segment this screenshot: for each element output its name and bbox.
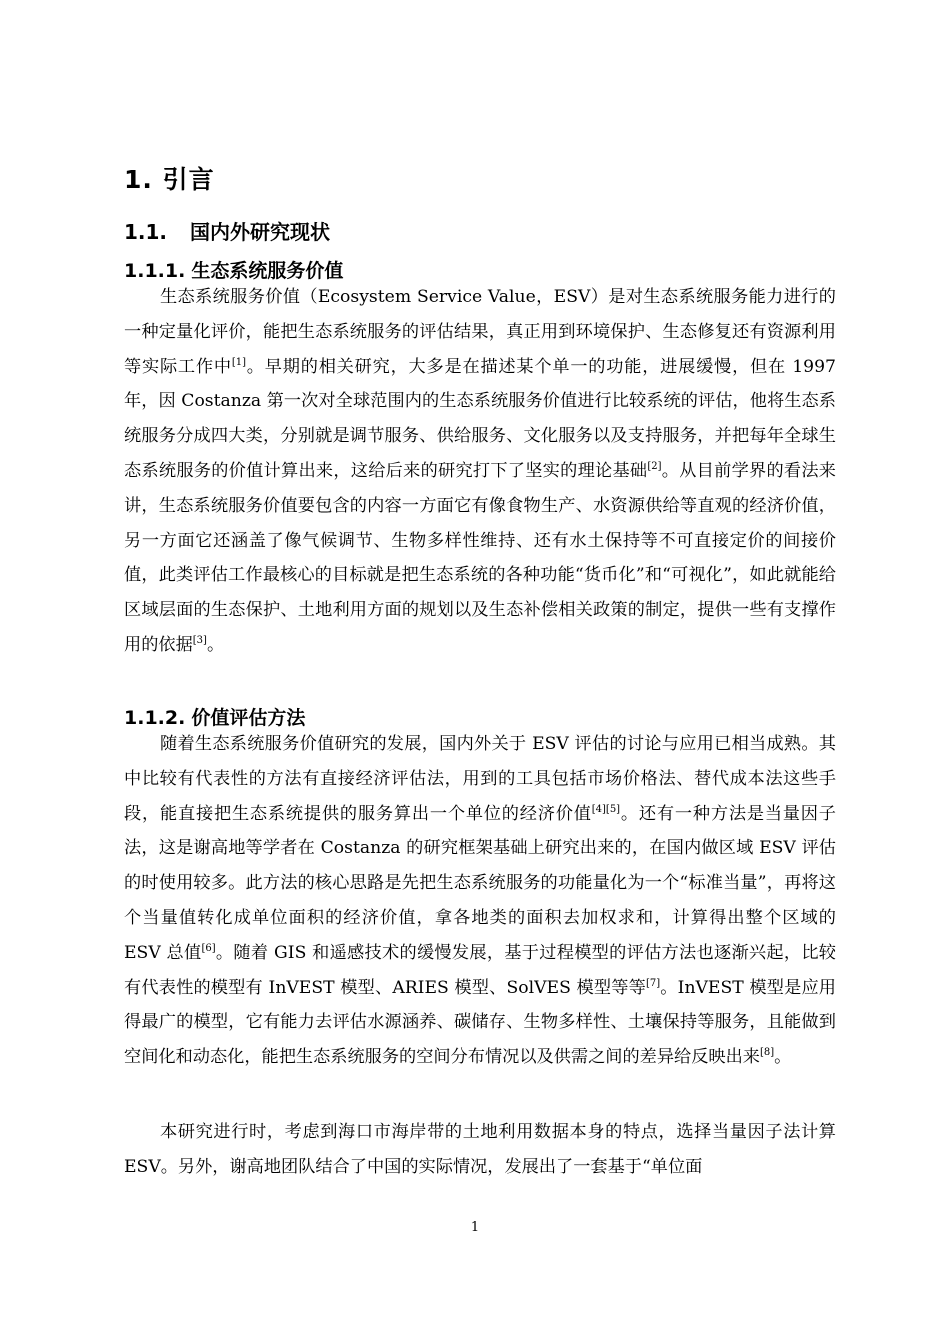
paragraph-text: 。 bbox=[774, 1047, 792, 1068]
page-number: 1 bbox=[470, 1220, 480, 1235]
heading-number: 1.1.1. bbox=[124, 260, 186, 282]
citation: [7] bbox=[645, 977, 661, 989]
citation: [3] bbox=[192, 634, 207, 646]
heading-title: 引言 bbox=[162, 165, 215, 194]
heading-section-1 bbox=[124, 160, 215, 196]
heading-section-1-1 bbox=[124, 216, 330, 245]
paragraph-text: 。InVEST 模型是应用得最广的模型，它有能力去评估水源涵养、碳储存、生物多样性、土壤保持等服务，且能做到空间化和动态化，能把生态系统服务的空间分布情况以及供需之间的差异给反映出来 bbox=[124, 977, 836, 1068]
heading-number: 1.1.2. bbox=[124, 707, 186, 729]
heading-number: 1. bbox=[124, 165, 153, 194]
heading-title: 国内外研究现状 bbox=[190, 220, 330, 244]
paragraph-esv-definition bbox=[124, 280, 836, 663]
citation: [6] bbox=[201, 942, 216, 954]
paragraph-text: 。还有一种方法是当量因子法，这是谢高地等学者在 Costanza 的研究框架基础上研究出来的，在国内做区域 ESV 评估的时使用较多。此方法的核心思路是先把生态系统服务的功能量化为一个“标准当量”，再将这个当量值转化成单位面积的经济价值，拿各地类的面积去加权求和，计算得出整个区域的 ESV 总值 bbox=[124, 803, 836, 963]
paragraph-text: 。早期的相关研究，大多是在描述某个单一的功能，进展缓慢，但在 1997 年，因 Costanza 第一次对全球范围内的生态系统服务价值进行比较系统的评估，他将生态系统服务分成四大类，分别就是调节服务、供给服务、文化服务以及支持服务，并把每年全球生态系统服务的价值计算出来，这给后来的研究打下了坚实的理论基础 bbox=[124, 356, 836, 481]
paragraph-this-study bbox=[124, 1115, 836, 1185]
heading-section-1-1-2 bbox=[124, 703, 305, 730]
heading-section-1-1-1 bbox=[124, 256, 343, 283]
paragraph-text: 。随着 GIS 和遥感技术的缓慢发展，基于过程模型的评估方法也逐渐兴起，比较有代表性的模型有 InVEST 模型、ARIES 模型、SolVES 模型等等 bbox=[124, 942, 836, 998]
citation: [1] bbox=[231, 356, 247, 368]
citation: [4][5] bbox=[591, 803, 621, 815]
heading-title: 价值评估方法 bbox=[191, 707, 306, 729]
citation: [8] bbox=[759, 1047, 775, 1059]
paragraph-text: 。从目前学界的看法来讲，生态系统服务价值要包含的内容一方面它有像食物生产、水资源供给等直观的经济价值，另一方面它还涵盖了像气候调节、生物多样性维持、还有水土保持等不可直接定价的间接价值，此类评估工作最核心的目标就是把生态系统的各种功能“货币化”和“可视化”，如此就能给区域层面的生态保护、土地利用方面的规划以及生态补偿相关政策的制定，提供一些有支撑作用的依据 bbox=[124, 460, 836, 655]
citation: [2] bbox=[647, 460, 662, 472]
paragraph-evaluation-methods bbox=[124, 727, 836, 1075]
paragraph-text: 。 bbox=[206, 634, 225, 655]
paragraph-text: 随着生态系统服务价值研究的发展，国内外关于 ESV 评估的讨论与应用已相当成熟。其中比较有代表性的方法有直接经济评估法，用到的工具包括市场价格法、替代成本法这些手段，能直接把生态系统提供的服务算出一个单位的经济价值 bbox=[124, 734, 836, 824]
heading-number: 1.1. bbox=[124, 220, 168, 244]
heading-title: 生态系统服务价值 bbox=[191, 260, 344, 282]
paragraph-text: 生态系统服务价值（Ecosystem Service Value，ESV）是对生态系统服务能力进行的一种定量化评价，能把生态系统服务的评估结果，真正用到环境保护、生态修复还有资源利用等实际工作中 bbox=[124, 287, 836, 377]
paragraph-text: 本研究进行时，考虑到海口市海岸带的土地利用数据本身的特点，选择当量因子法计算 ESV。另外，谢高地团队结合了中国的实际情况，发展出了一套基于“单位面 bbox=[124, 1122, 836, 1177]
